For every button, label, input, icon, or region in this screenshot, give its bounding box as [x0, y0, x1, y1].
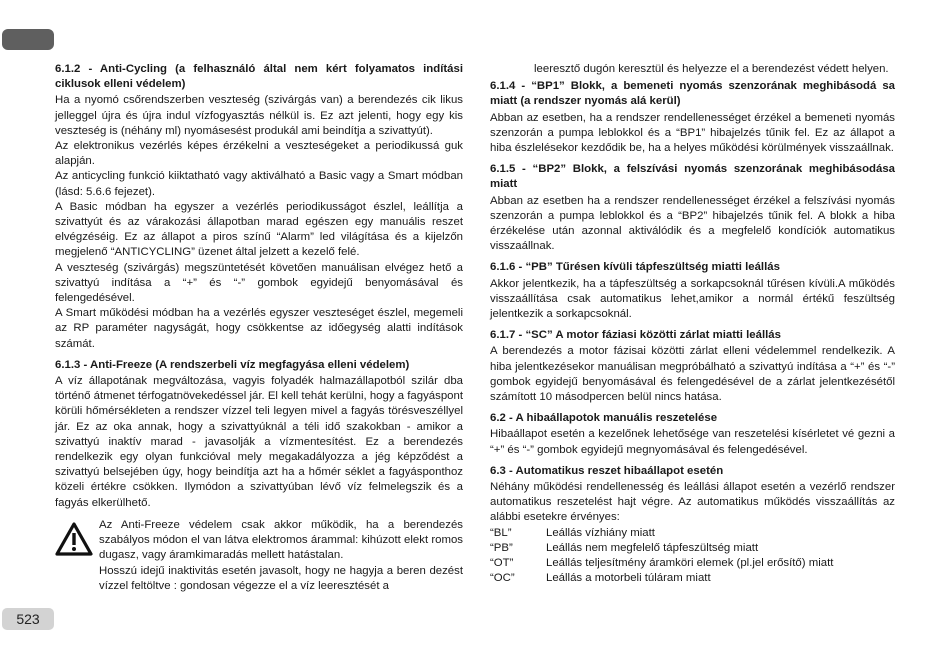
paragraph: A Basic módban ha egyszer a vezérlés periodikusságot észlel, leállítja a szivattyút és az várakozási állapotban marad egészen egy manuális reszet elvégzéséig. Ez az állapot a piros színű “Alarm” led világítása és a kijelzőn megjelenő “ANTICYCLING” üzenet által jelzett a kezelő felé. [55, 200, 463, 259]
paragraph: Akkor jelentkezik, ha a tápfeszültség a sorkapcsoknál tűrésen kívüli.A működés visszaállítása csak automatikus lehet,amikor a normál értékű feszültség jelentkezik a sorkapcsoknál. [490, 277, 895, 321]
section-heading-bp2: 6.1.5 - “BP2” Blokk, a felszívási nyomás szenzorának meghibásodása miatt [490, 163, 895, 191]
paragraph: Hibaállapot esetén a kezelőnek lehetősége van reszetelési kísérletet vé gezni a “+” és “-” gombok egyidejű megnyomásával és felengedésével. [490, 428, 895, 456]
code-list [490, 526, 895, 587]
paragraph: A víz állapotának megváltozása, vagyis folyadék halmazállapotból szilár dba történő átmenet térfogatnövekedéssel jár. El kell tehát kerülni, hogy a fagyáspont körüli hőmérsékleten a rendszer vízzel teli legyen mivel a fagyás törésveszéllyel jár. Ez az oka annak, hogy a szivattyúknál a téli idő szakokban - amikor a szivattyú inaktív marad - javasolják a vízmentesítést. Ez a berendezés rendelkezik egy olyan funkcióval mely megakadályozza a jég képződést a szivattyú belsejében úgy, hogy beindítja azt ha a hőmér séklet a fagyásponthoz közeli értékre csökken. Ilymódon a szivattyúban lévő víz felmelegszik és a fagyás elkerülhető. [55, 375, 463, 509]
code-key: “OT” [490, 557, 514, 570]
code-desc: Leállás nem megfelelő tápfeszültség miatt [546, 541, 759, 554]
paragraph: Ha a nyomó csőrendszerben veszteség (szivárgás van) a berendezés cik likus jelleggel újra és újra indul vízfogyasztás nélkül is. Ez azt jelenti, hogy egy kis veszteség is (néhány ml) nyomásesést produkál ami beindítja a szivattyút). [55, 94, 463, 137]
list-item [490, 556, 895, 571]
warning-triangle-icon [55, 518, 99, 594]
section-heading-pb: 6.1.6 - “PB” Tűrésen kívüli tápfeszültség miatti leállás [490, 261, 780, 274]
warning-text: Az Anti-Freeze védelem csak akkor működik, ha a berendezés szabályos módon el van látva elektromos árammal: kihúzott elekt romos dugasz, vagy áramkimaradás mellett hatástalan. [99, 518, 463, 562]
section-heading-anticycling: 6.1.2 - Anti-Cycling (a felhasználó által nem kért folyamatos indítási ciklusok elleni védelem) [55, 63, 463, 91]
page-number: 523 [2, 608, 54, 630]
code-desc: Leállás a motorbeli túláram miatt [546, 572, 711, 585]
section-heading-antifreeze: 6.1.3 - Anti-Freeze (A rendszerbeli víz megfagyása elleni védelem) [55, 358, 410, 371]
warning-text: Hosszú idejű inaktivitás esetén javasolt, hogy ne hagyja a beren dezést vízzel feltöltve : gondosan végezze el a víz leeresztését a [99, 564, 463, 592]
warning-block [55, 518, 463, 594]
code-key: “OC” [490, 572, 515, 585]
section-heading-sc: 6.1.7 - “SC” A motor fáziasi közötti zárlat miatti leállás [490, 329, 781, 342]
paragraph: Abban az esetben, ha a rendszer rendellenességet érzékel a bemeneti nyomás szenzorán a pumpa leblokkol és a “BP1” hibajelzés tűnik fel. Ez az állapot a hiba észlelésekor kezdődik be, ha a helyes működési körülmények visszaállnak. [490, 111, 895, 155]
code-key: “PB” [490, 541, 513, 554]
paragraph-continuation: leeresztő dugón keresztül és helyezze el a berendezést védett helyen. [534, 63, 889, 75]
right-column [490, 62, 895, 587]
paragraph: A veszteség (szivárgás) megszüntetését követően manuálisan elvégez hető a szivattyú indítása a “+” és “-” gombok egyidejű benyomásával és felengedésével. [55, 261, 463, 305]
paragraph: A berendezés a motor fázisai közötti zárlat elleni védelemmel rendelkezik. A hiba jelentkezésekor manuálisan megpróbálható a szivattyú indítása a “+” és “-” gombok egyidejű benyomásával és felengedésével de a zárlat jelentkezésétől számított 10 másodpercen belül nincs hatása. [490, 345, 895, 404]
section-heading-auto-reset: 6.3 - Automatikus reszet hibaállapot esetén [490, 464, 724, 477]
paragraph: Néhány működési rendellenesség és leállási állapot esetén a vezérlő rendszer automatikus reszetelést hajt végre. Az automatikus működés visszaállítás az alábbi esetekre érvényes: [490, 481, 895, 524]
section-heading-manual-reset: 6.2 - A hibaállapotok manuális reszetelése [490, 412, 718, 425]
code-desc: Leállás teljesítmény áramköri elemek (pl.jel erősítő) miatt [546, 557, 834, 570]
paragraph: Az elektronikus vezérlés képes érzékelni a veszteségeket a periodikussá guk alapján. [55, 140, 463, 168]
section-heading-bp1: 6.1.4 - “BP1” Blokk, a bemeneti nyomás szenzorának meghibásodá sa miatt (a rendszer nyomás alá kerül) [490, 80, 895, 108]
list-item [490, 526, 895, 541]
paragraph: Abban az esetben ha a rendszer rendellenességet érzékel a felszívási nyomás szenzorán a pumpa leblokkol és a “BP2” hibajelzés tűnik fel. A blokk a hiba érzékelése után azonnal aktiválódik és a megfelelő kondíciók automatikus visszaállnak. [490, 194, 895, 253]
paragraph: Az anticycling funkció kiiktatható vagy aktiválható a Basic vagy a Smart módban (lásd: 5.6.6 fejezet). [55, 170, 463, 198]
code-desc: Leállás vízhiány miatt [546, 526, 655, 539]
language-tab [2, 29, 54, 50]
list-item [490, 541, 895, 556]
list-item [490, 571, 895, 586]
left-column [55, 62, 463, 594]
paragraph: A Smart működési módban ha a vezérlés egyszer veszteséget észlel, megemeli az RP paraméter nagyságát, hogy csökkentse az időegység alatti indítások számát. [55, 307, 463, 350]
code-key: “BL” [490, 526, 512, 539]
